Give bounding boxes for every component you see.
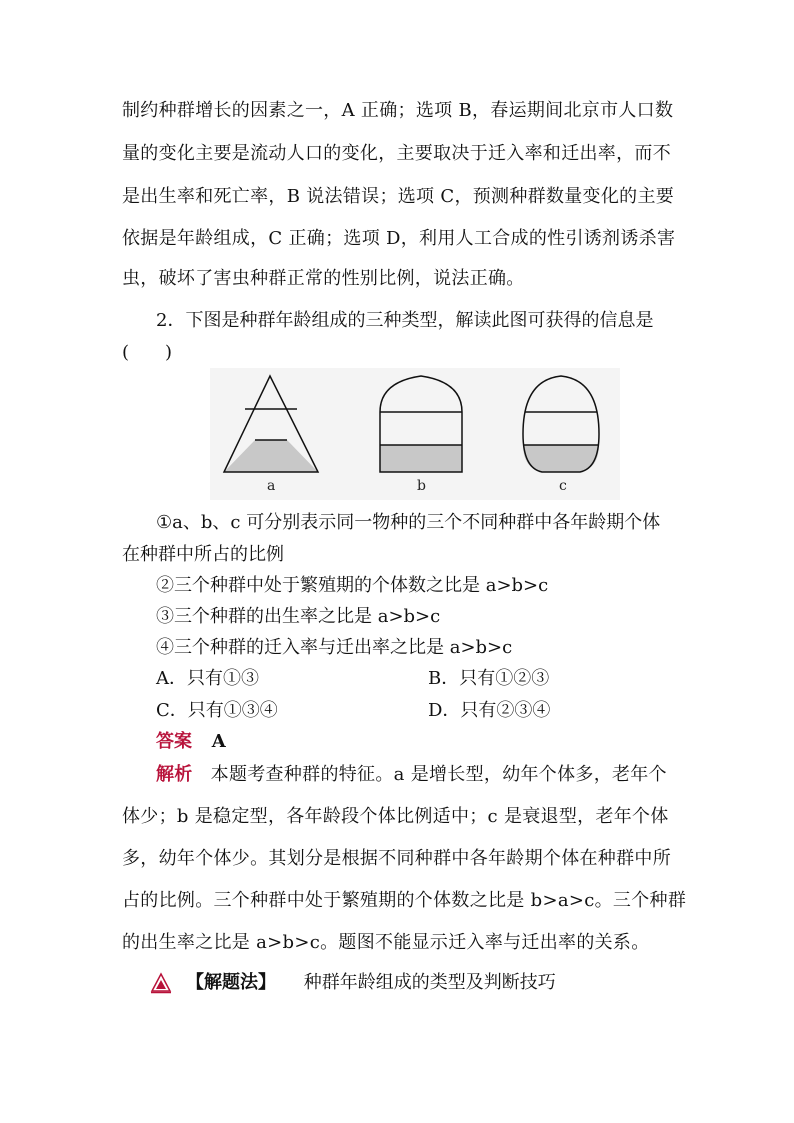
option-b[interactable]: B．只有①②③ <box>428 668 550 689</box>
bell-shape-b <box>380 376 462 472</box>
intro-line-4: 依据是年龄组成，C 正确；选项 D，利用人工合成的性引诱剂诱杀害 <box>122 228 676 249</box>
method-bracket: 【解题法】 <box>186 972 276 993</box>
statement-1: ①a、b、c 可分别表示同一物种的三个不同种群中各年龄期个体 <box>156 512 661 533</box>
figure-label-c: c <box>559 478 567 494</box>
answer-value: A <box>211 731 226 752</box>
age-structure-figure <box>210 368 620 500</box>
analysis-text-1: 本题考查种群的特征。a 是增长型，幼年个体多，老年个 <box>210 764 667 785</box>
analysis-label: 解析 <box>156 764 193 785</box>
pyramid-shape-a <box>224 376 318 472</box>
answer-blank: ( ) <box>122 342 173 363</box>
statement-2: ②三个种群中处于繁殖期的个体数之比是 a>b>c <box>156 575 549 596</box>
intro-line-1: 制约种群增长的因素之一，A 正确；选项 B，春运期间北京市人口数 <box>122 100 674 121</box>
figure-label-a: a <box>267 478 276 494</box>
statement-1-cont: 在种群中所占的比例 <box>122 544 284 565</box>
intro-line-5: 虫，破坏了害虫种群正常的性别比例，说法正确。 <box>122 268 525 289</box>
analysis-line-2: 体少；b 是稳定型，各年龄段个体比例适中；c 是衰退型，老年个体 <box>122 806 669 827</box>
option-c[interactable]: C．只有①③④ <box>156 700 278 721</box>
mountain-icon <box>150 972 172 994</box>
analysis-line-1 <box>156 764 667 786</box>
analysis-line-3: 多，幼年个体少。其划分是根据不同种群中各年龄期个体在种群中所 <box>122 848 671 869</box>
option-d[interactable]: D．只有②③④ <box>428 700 551 721</box>
answer-row <box>156 731 226 753</box>
intro-line-3: 是出生率和死亡率，B 说法错误；选项 C，预测种群数量变化的主要 <box>122 186 675 207</box>
figure-label-b: b <box>417 478 426 494</box>
method-heading <box>186 972 556 994</box>
option-a[interactable]: A．只有①③ <box>156 668 259 689</box>
analysis-line-5: 的出生率之比是 a>b>c。题图不能显示迁入率与迁出率的关系。 <box>122 932 650 953</box>
statement-4: ④三个种群的迁入率与迁出率之比是 a>b>c <box>156 637 513 658</box>
analysis-line-4: 占的比例。三个种群中处于繁殖期的个体数之比是 b>a>c。三个种群 <box>122 890 687 911</box>
answer-label: 答案 <box>156 731 192 752</box>
statement-3: ③三个种群的出生率之比是 a>b>c <box>156 606 441 627</box>
urn-shape-c <box>523 376 599 472</box>
method-title: 种群年龄组成的类型及判断技巧 <box>303 972 556 993</box>
intro-line-2: 量的变化主要是流动人口的变化，主要取决于迁入率和迁出率，而不 <box>122 143 671 164</box>
question-stem: 2．下图是种群年龄组成的三种类型，解读此图可获得的信息是 <box>156 310 654 331</box>
